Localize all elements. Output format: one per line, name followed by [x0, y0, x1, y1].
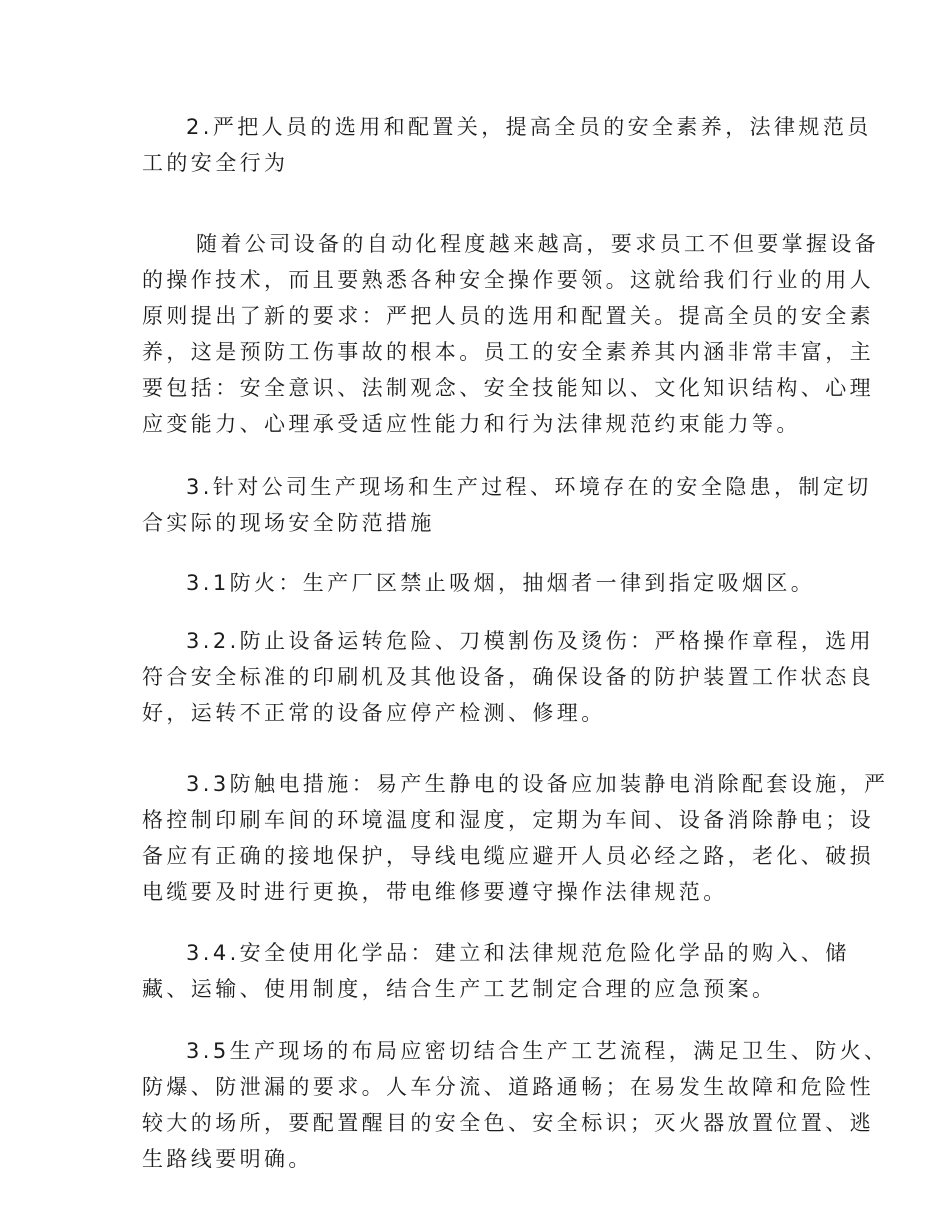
item-3-5-line: 生路线要明确。 [142, 1147, 313, 1171]
paragraph-line: 应变能力、心理承受适应性能力和行为法律规范约束能力等。 [142, 412, 801, 436]
paragraph-line: 原则提出了新的要求：严把人员的选用和配置关。提高全员的安全素 [142, 304, 874, 328]
paragraph-line: 随着公司设备的自动化程度越来越高，要求员工不但要掌握设备 [196, 232, 880, 256]
section-2-heading-line-2: 工的安全行为 [142, 151, 289, 175]
item-3-2-line: 3.2.防止设备运转危险、刀模割伤及烫伤：严格操作章程，选用 [186, 629, 875, 653]
item-3-1-line: 3.1防火：生产厂区禁止吸烟，抽烟者一律到指定吸烟区。 [186, 571, 816, 595]
item-3-5-line: 3.5生产现场的布局应密切结合生产工艺流程，满足卫生、防火、 [186, 1039, 889, 1063]
item-3-5-line: 较大的场所，要配置醒目的安全色、安全标识；灭火器放置位置、逃 [142, 1111, 874, 1135]
section-3-heading-line-1: 3.针对公司生产现场和生产过程、环境存在的安全隐患，制定切 [186, 475, 872, 499]
item-3-2-line: 符合安全标准的印刷机及其他设备，确保设备的防护装置工作状态良 [142, 665, 874, 689]
paragraph-line: 要包括：安全意识、法制观念、安全技能知以、文化知识结构、心理 [142, 376, 874, 400]
paragraph-line: 养，这是预防工伤事故的根本。员工的安全素养其内涵非常丰富，主 [142, 340, 874, 364]
item-3-2-line: 好，运转不正常的设备应停产检测、修理。 [142, 701, 606, 725]
item-3-4-line: 藏、运输、使用制度，结合生产工艺制定合理的应急预案。 [142, 977, 777, 1001]
item-3-3-line: 3.3防触电措施：易产生静电的设备应加装静电消除配套设施，严 [186, 772, 889, 796]
item-3-3-line: 备应有正确的接地保护，导线电缆应避开人员必经之路，老化、破损 [142, 844, 874, 868]
paragraph-line: 的操作技术，而且要熟悉各种安全操作要领。这就给我们行业的用人 [142, 268, 874, 292]
item-3-3-line: 格控制印刷车间的环境温度和湿度，定期为车间、设备消除静电；设 [142, 808, 874, 832]
section-2-heading-line-1: 2.严把人员的选用和配置关，提高全员的安全素养，法律规范员 [186, 115, 872, 139]
section-3-heading-line-2: 合实际的现场安全防范措施 [142, 511, 435, 535]
item-3-4-line: 3.4.安全使用化学品：建立和法律规范危险化学品的购入、储 [186, 941, 850, 965]
item-3-3-line: 电缆要及时进行更换，带电维修要遵守操作法律规范。 [142, 880, 728, 904]
item-3-5-line: 防爆、防泄漏的要求。人车分流、道路通畅；在易发生故障和危险性 [142, 1075, 874, 1099]
